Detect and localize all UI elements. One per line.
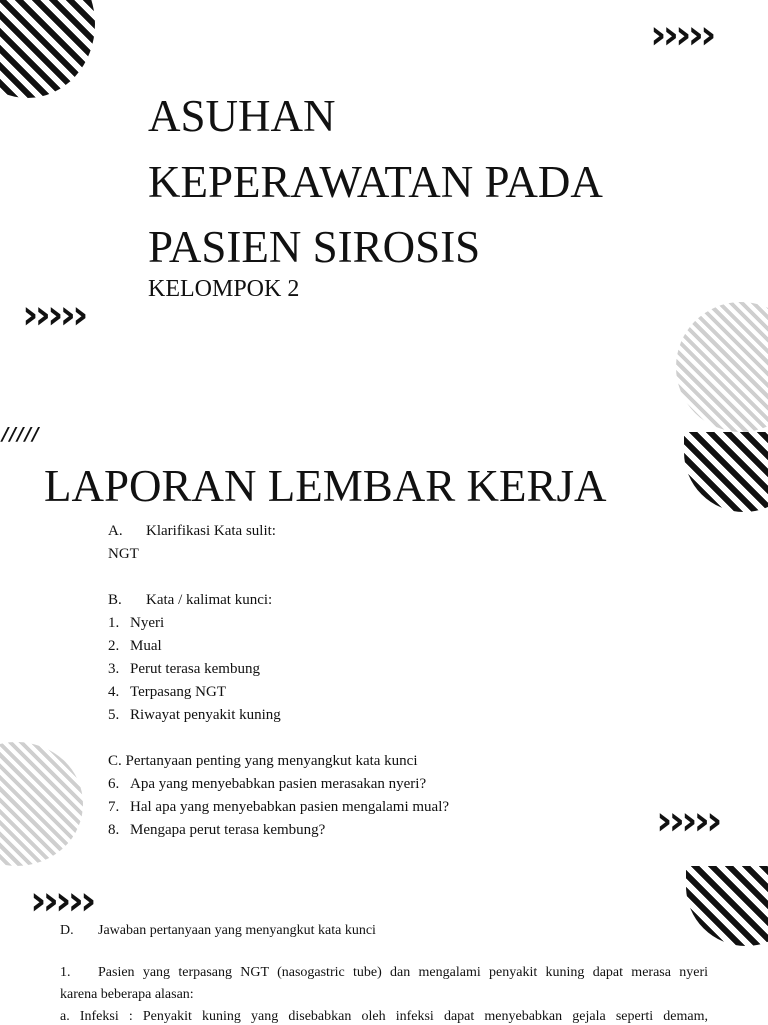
chevrons-right-lower: ››››› — [656, 798, 719, 844]
list-item: 8. Mengapa perut terasa kembung? — [108, 822, 326, 838]
answer-paragraph-1-line-2: karena beberapa alasan: — [60, 987, 194, 1002]
cover-title-line-1: ASUHAN — [148, 91, 336, 141]
striped-circle-top-left — [0, 0, 95, 98]
list-item: 1. Nyeri — [108, 615, 165, 631]
list-item: 2. Mual — [108, 638, 162, 654]
striped-circle-right-upper — [684, 432, 768, 512]
section-a-marker: A. — [108, 523, 123, 539]
chevrons-top-right: ››››› — [650, 12, 713, 58]
section-b-label — [108, 589, 272, 612]
list-item: 5. Riwayat penyakit kuning — [108, 707, 281, 723]
section-a-value: NGT — [108, 546, 139, 562]
cover-title-line-3: PASIEN SIROSIS — [148, 222, 481, 272]
answer-item-a-line-1: a. Infeksi : Penyakit kuning yang disebabkan oleh infeksi dapat menyebabkan gejala seperti demam, — [60, 1009, 708, 1024]
section-a-label — [108, 520, 276, 543]
list-item: 4. Terpasang NGT — [108, 684, 226, 700]
section-d-label — [60, 923, 376, 939]
cover-title-line-2: KEPERAWATAN PADA — [148, 157, 603, 207]
section-c-label: C. Pertanyaan penting yang menyangkut kata kunci — [108, 753, 418, 769]
slashes-left: ///// — [2, 424, 40, 445]
section-d-text: Jawaban pertanyaan yang menyangkut kata kunci — [98, 923, 376, 938]
chevrons-left-lower: ››››› — [30, 878, 93, 924]
answer-paragraph-1-line-1: 1. Pasien yang terpasang NGT (nasogastric tube) dan mengalami penyakit kuning dapat merasa nyeri — [60, 965, 708, 980]
list-item: 3. Perut terasa kembung — [108, 661, 260, 677]
section-b-marker: B. — [108, 592, 122, 608]
list-item: 7. Hal apa yang menyebabkan pasien mengalami mual? — [108, 799, 450, 815]
cover-subtitle: KELOMPOK 2 — [148, 276, 300, 302]
list-item: 6. Apa yang menyebabkan pasien merasakan nyeri? — [108, 776, 427, 792]
striped-circle-right-lower — [686, 866, 768, 946]
section-a-text: Klarifikasi Kata sulit: — [146, 523, 276, 539]
section-b-text: Kata / kalimat kunci: — [146, 592, 273, 608]
chevrons-left-upper: ››››› — [22, 292, 85, 338]
section-d-marker: D. — [60, 923, 74, 938]
grey-striped-circle-left — [0, 742, 83, 866]
report-heading: LAPORAN LEMBAR KERJA — [44, 461, 607, 511]
grey-striped-circle-right — [676, 302, 768, 432]
